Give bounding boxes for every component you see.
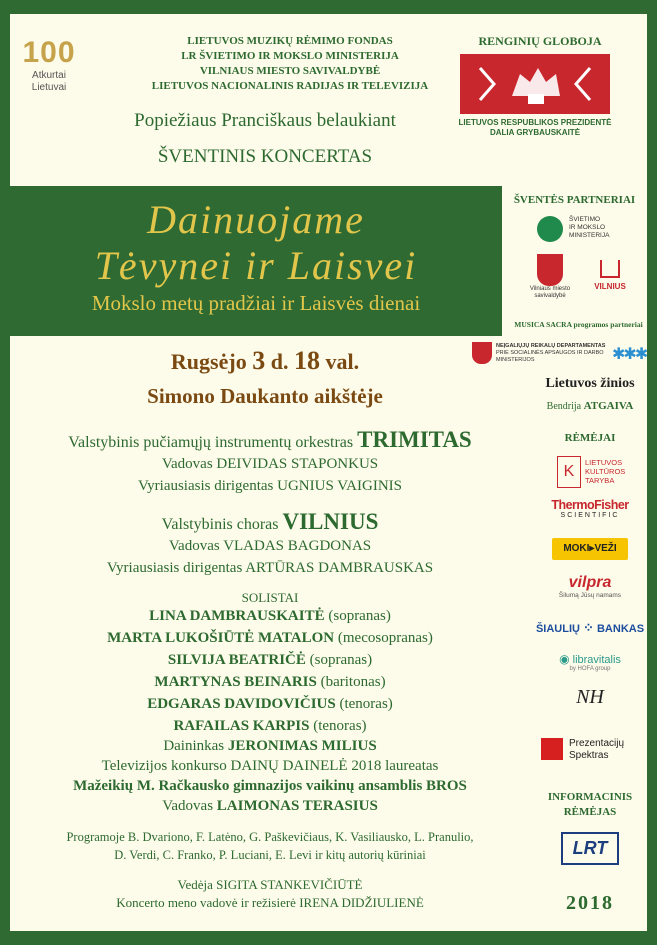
concert-place: Simono Daukanto aikštėje bbox=[147, 384, 383, 408]
moki-vezi-logo: MOKI▸VEŽI bbox=[552, 538, 628, 560]
date-day: 3 bbox=[252, 346, 266, 375]
choir-name: VILNIUS bbox=[282, 509, 379, 534]
smm-emblem-icon bbox=[537, 216, 563, 242]
choir-prefix: Valstybinis choras bbox=[161, 516, 283, 533]
nh-logo: NH bbox=[576, 686, 604, 708]
orchestra-conductor-line bbox=[10, 476, 530, 496]
date-part-c: d. bbox=[265, 349, 294, 374]
accessibility-icon: ✱✱✱ bbox=[612, 346, 647, 363]
organizers bbox=[105, 34, 475, 94]
concert-date bbox=[70, 346, 460, 376]
ltk-text-3: TARYBA bbox=[585, 476, 615, 485]
choir-line bbox=[10, 510, 530, 537]
libravitalis-name: libravitalis bbox=[572, 654, 621, 666]
libravitalis-sub: by HOFA group bbox=[569, 666, 611, 672]
vilnius-shield-icon bbox=[537, 254, 563, 286]
soloist-name: MARTYNAS BEINARIS bbox=[154, 674, 317, 690]
poster bbox=[10, 14, 647, 931]
soloist bbox=[10, 672, 530, 692]
vilnius-caption-2: savivaldybė bbox=[534, 293, 566, 299]
choir-head: VLADAS BAGDONAS bbox=[223, 538, 372, 554]
title-banner bbox=[10, 186, 502, 336]
date-part-a: Rugsėjo bbox=[170, 349, 253, 374]
title-line-2: Tėvynei ir Laisvei bbox=[94, 243, 418, 288]
vilpra-sub: Šilumą Jūsų namams bbox=[558, 592, 622, 599]
vilnius-tower-icon bbox=[600, 260, 620, 278]
singer-note: Televizijos konkurso DAINŲ DAINELĖ 2018 laureatas bbox=[101, 758, 439, 774]
soloist bbox=[10, 628, 530, 648]
atgaiva-logo bbox=[535, 400, 645, 412]
host-line bbox=[10, 876, 530, 894]
anniversary-line1: Atkurtai bbox=[32, 70, 66, 81]
soloist-name: EDGARAS DAVIDOVIČIUS bbox=[147, 696, 336, 712]
vilnius-savivaldybe-logo bbox=[525, 254, 575, 300]
title-line-1: Dainuojame bbox=[147, 197, 365, 242]
choir-head-line bbox=[10, 536, 530, 556]
orchestra-line bbox=[10, 428, 530, 455]
smm-logo bbox=[515, 214, 640, 246]
president-caption-1: LIETUVOS RESPUBLIKOS PREZIDENTĖ bbox=[458, 118, 612, 127]
host-label: Vedėja bbox=[177, 877, 217, 892]
info-sponsor-heading bbox=[535, 790, 645, 820]
year: 2018 bbox=[566, 892, 614, 914]
libravitalis-icon: ◉ bbox=[559, 652, 570, 666]
anniversary-number: 100 bbox=[22, 36, 76, 69]
singer-name: JERONIMAS MILIUS bbox=[227, 738, 377, 754]
organizer-3: VILNIAUS MIESTO SAVIVALDYBĖ bbox=[199, 65, 381, 77]
soloist-role: (mecosopranas) bbox=[334, 630, 433, 646]
thermofisher-text: ThermoFisher bbox=[551, 498, 629, 512]
ltk-text-2: KULTŪROS bbox=[585, 467, 626, 476]
soloist-role: (baritonas) bbox=[316, 674, 386, 690]
soloist-role: (sopranas) bbox=[305, 652, 373, 668]
choir-cond-label: Vyriausiasis dirigentas bbox=[106, 560, 246, 576]
president-emblem bbox=[460, 54, 610, 114]
organizer-2: LR ŠVIETIMO IR MOKSLO MINISTERIJA bbox=[181, 50, 399, 62]
organizer-4: LIETUVOS NACIONALINIS RADIJAS IR TELEVIZIJA bbox=[151, 80, 429, 92]
president-caption bbox=[450, 118, 620, 138]
prezentaciju-spektras-logo bbox=[535, 734, 645, 764]
soloist bbox=[10, 716, 530, 736]
ps-text-2: Spektras bbox=[569, 750, 609, 761]
smm-text bbox=[569, 216, 609, 240]
siauliu-bankas-logo bbox=[535, 620, 645, 636]
sponsors-heading: RĖMĖJAI bbox=[564, 432, 616, 444]
ps-text-1: Prezentacijų bbox=[569, 738, 625, 749]
soloist-role: (sopranas) bbox=[324, 608, 391, 624]
libravitalis-logo bbox=[535, 652, 645, 672]
president-caption-2: DALIA GRYBAUSKAITĖ bbox=[489, 128, 581, 137]
choir-conductor: ARTŪRAS DAMBRAUSKAS bbox=[245, 560, 434, 576]
lrt-text: LRT bbox=[561, 832, 620, 865]
partners-heading: ŠVENTĖS PARTNERIAI bbox=[513, 194, 636, 206]
nrd-text-2: PRIE SOCIALINĖS APSAUGOS IR DARBO MINISTERIJOS bbox=[496, 350, 604, 363]
nrd-shield-icon bbox=[472, 342, 492, 364]
libravitalis-text bbox=[535, 652, 645, 666]
organizer-1: LIETUVOS MUZIKŲ RĖMIMO FONDAS bbox=[187, 35, 393, 47]
title-line-3: Mokslo metų pradžiai ir Laisvės dienai bbox=[91, 291, 421, 315]
sb-emblem-icon: ⁘ bbox=[583, 620, 594, 635]
orchestra-cond-label: Vyriausiasis dirigentas bbox=[137, 478, 278, 494]
vilnius-label: VILNIUS bbox=[594, 282, 626, 291]
anniversary-logo bbox=[18, 36, 80, 94]
orchestra-prefix: Valstybinis pučiamųjų instrumentų orkestras bbox=[68, 434, 358, 451]
soloist bbox=[10, 694, 530, 714]
ltk-logo bbox=[535, 454, 645, 494]
soloist-role: (tenoras) bbox=[335, 696, 393, 712]
ltk-emblem-icon: K bbox=[557, 456, 581, 488]
ps-text bbox=[569, 738, 624, 762]
vilpra-logo bbox=[535, 574, 645, 599]
vilnius-city-logo bbox=[582, 260, 638, 291]
anniversary-line2: Lietuvai bbox=[31, 82, 67, 93]
soloist-name: LINA DAMBRAUSKAITĖ bbox=[149, 608, 325, 624]
nrd-logo bbox=[470, 340, 647, 368]
lietuvos-zinios-logo: Lietuvos žinios bbox=[545, 376, 635, 391]
sb-text-b: BANKAS bbox=[596, 623, 645, 635]
nrd-text-1: NEĮGALIŲJŲ REIKALŲ DEPARTAMENTAS bbox=[496, 343, 606, 349]
ensemble-head-line bbox=[10, 796, 530, 816]
smm-text-2: IR MOKSLO bbox=[569, 224, 606, 231]
info-heading-1: INFORMACINIS bbox=[547, 791, 633, 803]
sb-text-a: ŠIAULIŲ bbox=[535, 623, 580, 635]
soloist-role: (tenoras) bbox=[309, 718, 367, 734]
ensemble-head-label: Vadovas bbox=[162, 798, 217, 814]
smm-text-1: ŠVIETIMO bbox=[569, 216, 601, 223]
thermofisher-sub: SCIENTIFIC bbox=[560, 512, 620, 519]
soloist bbox=[10, 606, 530, 626]
orchestra-head-label: Vadovas bbox=[161, 456, 217, 472]
ps-square-icon bbox=[541, 738, 563, 760]
singer-label: Daininkas bbox=[163, 738, 228, 754]
date-hour: 18 bbox=[293, 346, 320, 375]
director-label: Koncerto meno vadovė ir režisierė bbox=[116, 895, 300, 910]
ltk-text bbox=[585, 458, 625, 485]
director-line bbox=[10, 894, 530, 912]
soloist-name: RAFAILAS KARPIS bbox=[173, 718, 310, 734]
soloist bbox=[10, 650, 530, 670]
ensemble-head: LAIMONAS TERASIUS bbox=[216, 798, 378, 814]
subtitle-pope: Popiežiaus Pranciškaus belaukiant bbox=[134, 110, 396, 131]
vilnius-caption-1: Vilniaus miesto bbox=[529, 286, 571, 292]
host-name: SIGITA STANKEVIČIŪTĖ bbox=[216, 877, 363, 892]
date-part-e: val. bbox=[319, 349, 360, 374]
atgaiva-prefix: Bendrija bbox=[546, 401, 584, 412]
subtitle-concert: ŠVENTINIS KONCERTAS bbox=[157, 146, 373, 167]
patronage-heading: RENGINIŲ GLOBOJA bbox=[478, 34, 602, 48]
smm-text-3: MINISTERIJA bbox=[569, 232, 610, 239]
soloist-name: MARTA LUKOŠIŪTĖ MATALON bbox=[107, 630, 335, 646]
thermofisher-logo bbox=[535, 498, 645, 519]
vilpra-text: vilpra bbox=[568, 574, 612, 591]
orchestra-head: DEIVIDAS STAPONKUS bbox=[216, 456, 379, 472]
orchestra-conductor: UGNIUS VAIGINIS bbox=[277, 478, 403, 494]
atgaiva-name: ATGAIVA bbox=[583, 400, 634, 412]
soloist-name: SILVIJA BEATRIČĖ bbox=[167, 652, 306, 668]
vytis-emblem-icon bbox=[460, 54, 610, 114]
program-line-2: D. Verdi, C. Franko, P. Luciani, E. Levi ir kitų autorių kūriniai bbox=[114, 848, 426, 862]
director-name: IRENA DIDŽIULIENĖ bbox=[299, 895, 424, 910]
ltk-text-1: LIETUVOS bbox=[585, 458, 623, 467]
choir-head-label: Vadovas bbox=[168, 538, 224, 554]
orchestra-name: TRIMITAS bbox=[357, 427, 472, 452]
orchestra-head-line bbox=[10, 454, 530, 474]
musica-sacra-partners: MUSICA SACRA programos partneriai bbox=[514, 320, 643, 329]
singer-line bbox=[10, 736, 530, 756]
program-line-1: Programoje B. Dvariono, F. Latėno, G. Paškevičiaus, K. Vasiliausko, L. Pranulio, bbox=[66, 830, 474, 844]
choir-conductor-line bbox=[10, 558, 530, 578]
soloists-heading: SOLISTAI bbox=[241, 590, 299, 605]
lrt-logo bbox=[535, 832, 645, 865]
nrd-text bbox=[496, 343, 608, 364]
ensemble-line: Mažeikių M. Račkausko gimnazijos vaikinų ansamblis BROS bbox=[73, 778, 467, 794]
info-heading-2: RĖMĖJAS bbox=[563, 806, 617, 818]
